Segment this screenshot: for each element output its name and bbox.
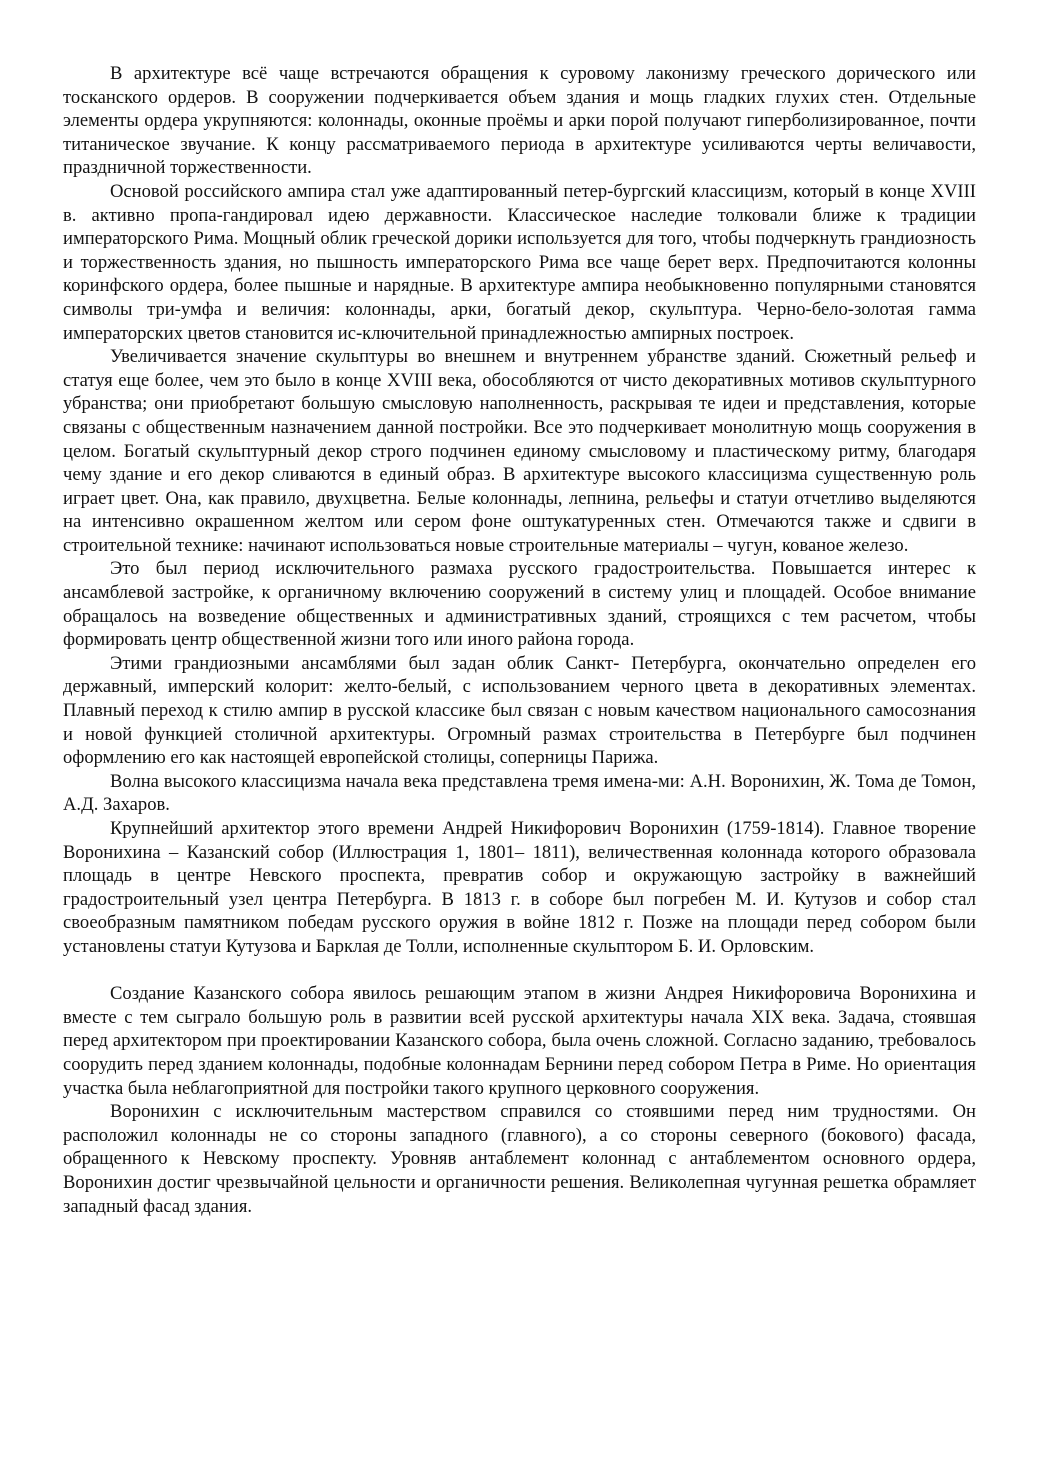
paragraph-petersburg-ensembles: Этими грандиозными ансамблями был задан облик Санкт- Петербурга, окончательно определен его державный, имперский колорит: желто-белый, с использованием черного цвета в декоративных элементах. Плавный переход к стилю ампир в русской классике был связан с новым качеством национального самосознания и новой функцией столичной архитектуры. Огромный размах строительства в Петербурге был подчинен оформлению его как настоящей европейской столицы, соперницы Парижа. [63, 652, 976, 769]
paragraph-urban-planning: Это был период исключительного размаха русского градостроительства. Повышается интерес к ансамблевой застройке, к органичному включению сооружений в систему улиц и площадей. Особое внимание обращалось на возведение общественных и административных зданий, строящихся с тем расчетом, чтобы формировать центр общественной жизни того или иного района города. [63, 558, 976, 651]
paragraph-kazan-cathedral: Создание Казанского собора явилось решающим этапом в жизни Андрея Никифоровича Воронихина и вместе с тем сыграло большую роль в развитии всей русской архитектуры начала XIX века. Задача, стоявшая перед архитектором при проектировании Казанского собора, была очень сложной. Согласно заданию, требовалось соорудить перед зданием колоннады, подобные колоннадам Бернини перед собором Петра в Риме. Но ориентация участка была неблагоприятной для постройки такого крупного церковного сооружения. [63, 983, 976, 1099]
paragraph-colonnades: Воронихин с исключительным мастерством справился со стоявшими перед ним трудностями. Он расположил колоннады не со стороны западного (главного), а со стороны северного (бокового) фасада, обращенного к Невскому проспекту. Уровняв антаблемент колоннад с антаблементом основного ордера, Воронихин достиг чрезвычайной цельности и органичности решения. Великолепная чугунная решетка обрамляет западный фасад здания. [63, 1101, 976, 1217]
paragraph-high-classicism: Волна высокого классицизма начала века представлена тремя имена-ми: А.Н. Воронихин, Ж. Тома де Томон, А.Д. Захаров. [63, 770, 976, 816]
paragraph-sculpture: Увеличивается значение скульптуры во внешнем и внутреннем убранстве зданий. Сюжетный рельеф и статуя еще более, чем это было в конце XVIII века, обособляются от чисто декоративных мотивов скульптурного убранства; они приобретают большую смысловую наполненность, раскрывая те идеи и представления, которые связаны с общественным назначением данной постройки. Все это подчеркивает монолитную мощь сооружения в целом. Богатый скульптурный декор строго подчинен единому смысловому и пластическому ритму, благодаря чему здание и его декор сливаются в единый образ. В архитектуре высокого классицизма существенную роль играет цвет. Она, как правило, двухцветна. Белые колоннады, лепнина, рельефы и статуи отчетливо выделяются на интенсивно окрашенном желтом или сером фоне оштукатуренных стен. Отмечаются также и сдвиги в строительной технике: начинают использоваться новые строительные материалы – чугун, кованое железо. [63, 346, 976, 556]
document-page [63, 62, 976, 1218]
paragraph-doric-orders: В архитектуре всё чаще встречаются обращения к суровому лаконизму греческого дорического или тосканского ордеров. В сооружении подчеркивается объем здания и мощь гладких глухих стен. Отдельные элементы ордера укрупняются: колоннады, оконные проёмы и арки порой получают гиперболизированное, почти титаническое звучание. К концу рассматриваемого периода в архитектуре усиливаются черты величавости, праздничной торжественности. [63, 63, 976, 179]
paragraph-voronikhin: Крупнейший архитектор этого времени Андрей Никифорович Воронихин (1759-1814). Главное творение Воронихина – Казанский собор (Иллюстрация 1, 1801– 1811), величественная колоннада которого образовала площадь в центре Невского проспекта, превратив собор и окружающую застройку в важнейший градостроительный узел центра Петербурга. В 1813 г. в соборе был погребен М. И. Кутузов и собор стал своеобразным памятником победам русского оружия в войне 1812 г. Позже на площади перед собором были установлены статуи Кутузова и Барклая де Толли, исполненные скульптором Б. И. Орловским. [63, 818, 976, 957]
paragraph-russian-empire-style: Основой российского ампира стал уже адаптированный петер-бургский классицизм, который в конце XVIII в. активно пропа-гандировал идею державности. Классическое наследие толковали ближе к традиции императорского Рима. Мощный облик греческой дорики используется для того, чтобы подчеркнуть грандиозность и торжественность здания, но пышность императорского Рима все чаще берет верх. Предпочитаются колонны коринфского ордера, более пышные и нарядные. В архитектуре ампира необыкновенно популярными становятся символы три-умфа и величия: колоннады, арки, богатый декор, скульптура. Черно-бело-золотая гамма императорских цветов становится ис-ключительной принадлежностью ампирных построек. [63, 180, 976, 344]
